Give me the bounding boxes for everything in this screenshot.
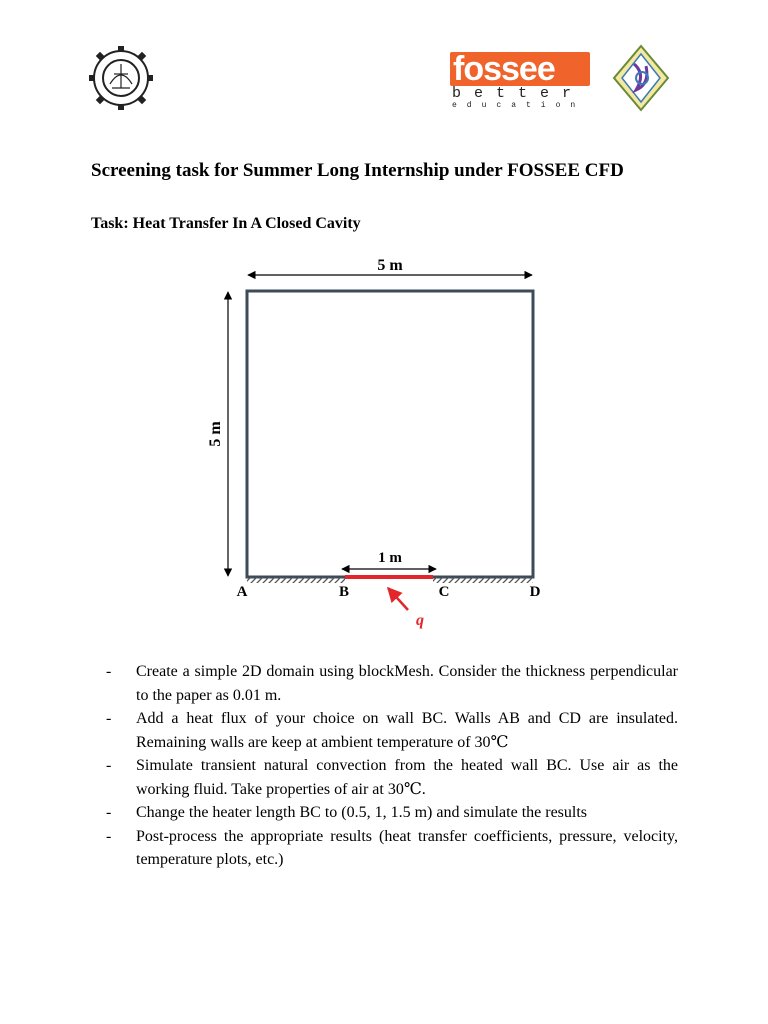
cavity-walls [247, 291, 533, 577]
list-dash: - [106, 710, 112, 727]
list-item-text: Simulate transient natural convection from the heated wall BC. Use air as the working fluid. Take properties of air at 30℃. [136, 757, 678, 798]
list-dash: - [106, 804, 112, 821]
fossee-wordmark: fossee [450, 52, 590, 86]
list-item [106, 660, 678, 707]
point-b-label: B [338, 584, 350, 600]
fossee-logo [450, 52, 590, 110]
point-d-label: D [529, 584, 541, 600]
list-item [106, 707, 678, 754]
heater-length-label: 1 m [378, 550, 402, 566]
iitb-logo [88, 44, 154, 112]
book-emblem-icon [612, 44, 670, 112]
wall-ab-insulation [247, 577, 345, 583]
fossee-tagline-better: better [452, 85, 585, 102]
heat-flux-arrow [388, 588, 408, 610]
task-heading: Task: Heat Transfer In A Closed Cavity [91, 215, 361, 232]
task-list [106, 660, 678, 872]
gear-icon [88, 44, 154, 112]
page-title: Screening task for Summer Long Internship under FOSSEE CFD [91, 160, 624, 181]
list-item-text: Change the heater length BC to (0.5, 1, 1.5 m) and simulate the results [136, 804, 588, 821]
list-item-text: Post-process the appropriate results (heat transfer coefficients, pressure, velocity, temperature plots, etc.) [136, 827, 678, 868]
point-a-label: A [236, 584, 248, 600]
list-dash: - [106, 827, 112, 845]
emblem-logo [612, 44, 670, 112]
heat-flux-label: q [416, 612, 424, 629]
list-item [106, 754, 678, 801]
list-item-text: Add a heat flux of your choice on wall BC. Walls AB and CD are insulated. Remaining walls are keep at ambient temperature of 30℃ [136, 710, 678, 751]
fossee-tagline-education: education [452, 101, 586, 110]
point-c-label: C [438, 584, 450, 600]
list-item [106, 825, 678, 872]
width-label: 5 m [377, 257, 403, 274]
list-item [106, 801, 678, 825]
height-label: 5 m [207, 421, 224, 447]
wall-cd-insulation [433, 577, 533, 583]
cavity-diagram [190, 248, 570, 638]
list-dash: - [106, 757, 112, 774]
list-dash: - [106, 663, 112, 680]
list-item-text: Create a simple 2D domain using blockMesh. Consider the thickness perpendicular to the paper as 0.01 m. [136, 663, 678, 704]
